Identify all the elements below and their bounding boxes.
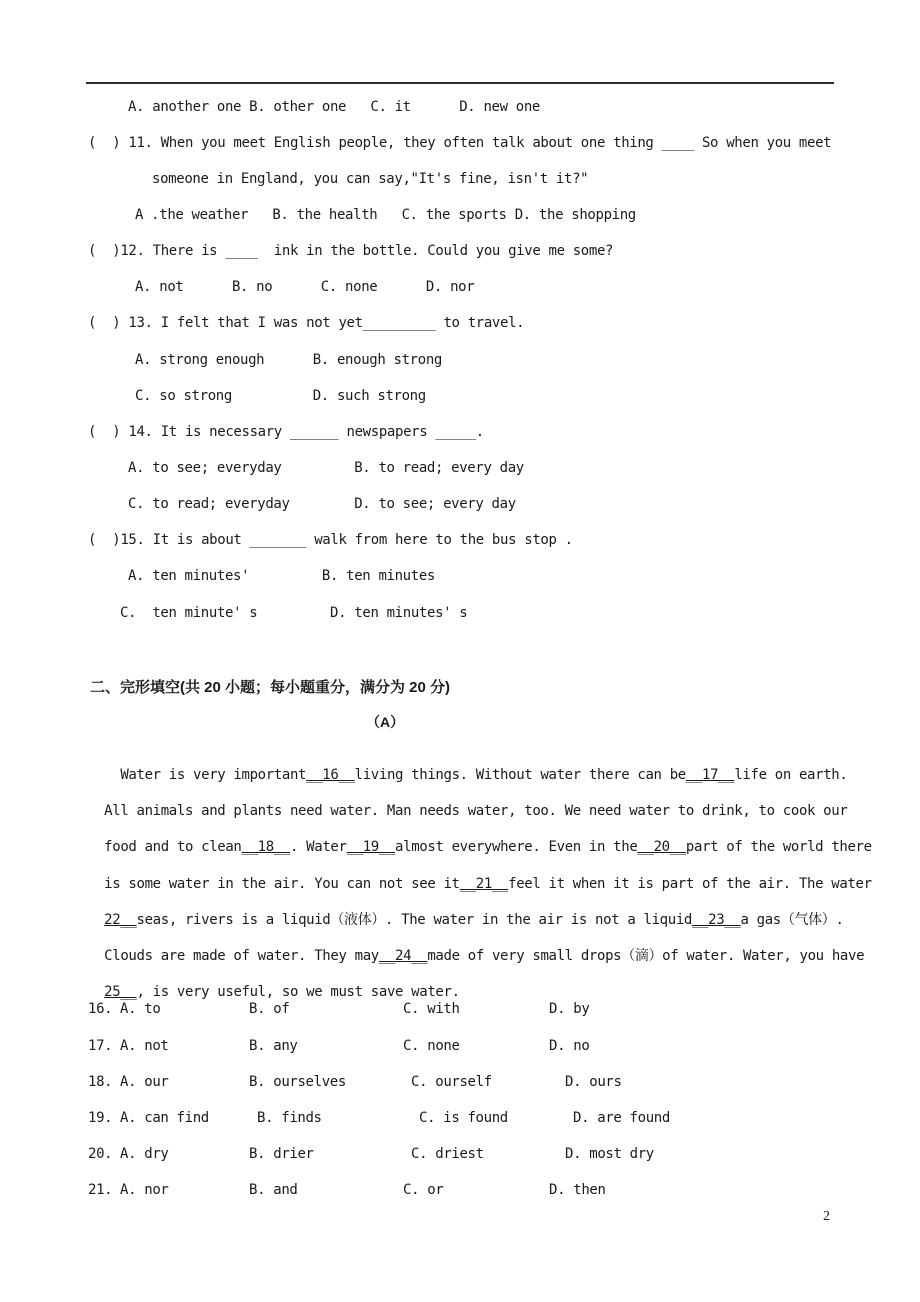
option-b[interactable]: B. and [249, 1182, 298, 1198]
passage-line-1: Water is very important__16__living things. Without water there can be__17__life on earth. [104, 767, 848, 783]
q10-options: A. another one B. other one C. it D. new one [128, 99, 541, 115]
q15-options-ab: A. ten minutes' B. ten minutes [128, 568, 435, 584]
option-b[interactable]: B. of [249, 1001, 290, 1017]
option-a[interactable]: A. dry [120, 1146, 169, 1162]
option-a[interactable]: A. nor [120, 1182, 169, 1198]
option-b[interactable]: B. finds [257, 1110, 322, 1126]
q11-stem-line1: ( ) 11. When you meet English people, they often talk about one thing ____ So when you meet [88, 135, 832, 151]
option-b[interactable]: B. ourselves [249, 1074, 346, 1090]
option-c[interactable]: C. or [403, 1182, 444, 1198]
passage-line-5: 22__seas, rivers is a liquid（液体）. The water in the air is not a liquid__23__a gas（气体）. [104, 912, 844, 928]
page-number: 2 [823, 1209, 830, 1224]
option-d[interactable]: D. no [549, 1038, 590, 1054]
q11-options: A .the weather B. the health C. the sports D. the shopping [135, 207, 636, 223]
option-b[interactable]: B. any [249, 1038, 298, 1054]
option-d[interactable]: D. by [549, 1001, 590, 1017]
header-rule [86, 82, 834, 84]
option-d[interactable]: D. ours [565, 1074, 622, 1090]
option-c[interactable]: C. with [403, 1001, 460, 1017]
passage-line-2: All animals and plants need water. Man needs water, too. We need water to drink, to cook our [104, 803, 848, 819]
option-d[interactable]: D. most dry [565, 1146, 654, 1162]
option-a[interactable]: A. our [120, 1074, 169, 1090]
passage-line-6: Clouds are made of water. They may__24__made of very small drops（滴）of water. Water, you have [104, 948, 865, 964]
option-a[interactable]: A. to [120, 1001, 161, 1017]
passage-line-3: food and to clean__18__. Water__19__almost everywhere. Even in the__20__part of the world there [104, 839, 872, 855]
passage-line-7: 25__, is very useful, so we must save water. [104, 984, 460, 1000]
q15-stem: ( )15. It is about _______ walk from here to the bus stop . [88, 532, 573, 548]
option-d[interactable]: D. then [549, 1182, 606, 1198]
q14-options-cd: C. to read; everyday D. to see; every day [128, 496, 516, 512]
q15-options-cd: C. ten minute' s D. ten minutes' s [120, 605, 468, 621]
q13-stem: ( ) 13. I felt that I was not yet_________ to travel. [88, 315, 525, 331]
q12-stem: ( )12. There is ____ ink in the bottle. Could you give me some? [88, 243, 614, 259]
option-d[interactable]: D. are found [573, 1110, 670, 1126]
q11-stem-line2: someone in England, you can say,"It's fine, isn't it?" [152, 171, 589, 187]
blank-17[interactable]: __17__ [685, 767, 735, 783]
q14-options-ab: A. to see; everyday B. to read; every day [128, 460, 524, 476]
blank-22[interactable]: 22__ [104, 912, 137, 928]
q14-stem: ( ) 14. It is necessary ______ newspapers _____. [88, 424, 484, 440]
option-c[interactable]: C. is found [419, 1110, 508, 1126]
option-a[interactable]: A. not [120, 1038, 169, 1054]
option-c[interactable]: C. ourself [411, 1074, 492, 1090]
option-b[interactable]: B. drier [249, 1146, 314, 1162]
section-heading: 二、完形填空(共 20 小题；每小题重分，满分为 20 分) [90, 679, 451, 696]
option-c[interactable]: C. none [403, 1038, 460, 1054]
passage-line-4: is some water in the air. You can not see it__21__feel it when it is part of the air. The water [104, 876, 872, 892]
blank-20[interactable]: __20__ [637, 839, 686, 855]
blank-24[interactable]: __24__ [378, 948, 428, 964]
blank-16[interactable]: __16__ [306, 767, 355, 783]
blank-23[interactable]: __23__ [691, 912, 741, 928]
q13-options-ab: A. strong enough B. enough strong [135, 352, 442, 368]
option-c[interactable]: C. driest [411, 1146, 484, 1162]
q12-options: A. not B. no C. none D. nor [135, 279, 475, 295]
blank-18[interactable]: __18__ [241, 839, 290, 855]
blank-21[interactable]: __21__ [459, 876, 509, 892]
blank-25[interactable]: 25__ [104, 984, 137, 1000]
blank-19[interactable]: __19__ [346, 839, 396, 855]
passage-label: （A） [366, 714, 405, 730]
q13-options-cd: C. so strong D. such strong [135, 388, 426, 404]
option-a[interactable]: A. can find [120, 1110, 209, 1126]
